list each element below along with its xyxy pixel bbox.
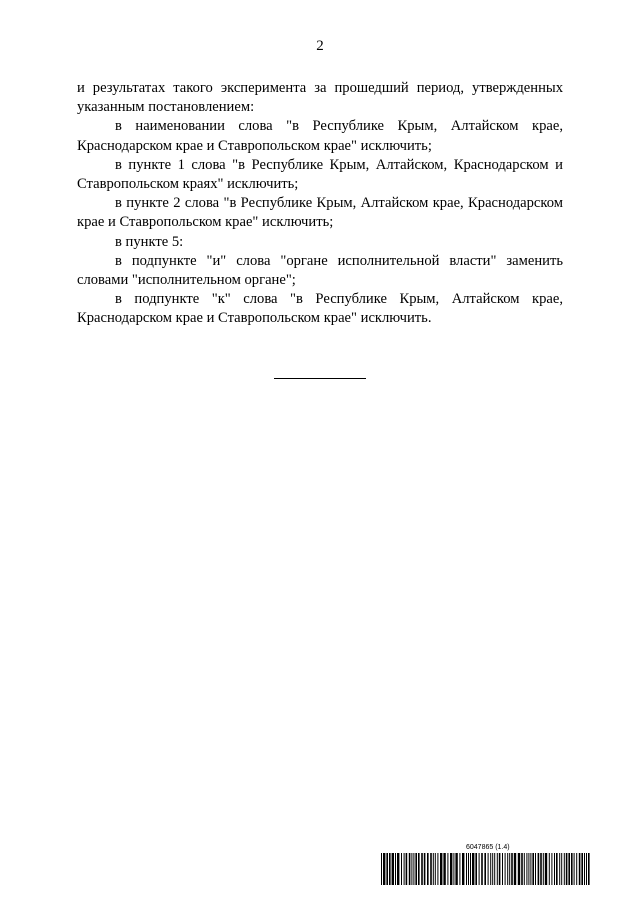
barcode-bar xyxy=(433,853,434,885)
barcode-bar xyxy=(505,853,506,885)
barcode-bar xyxy=(470,853,471,885)
barcode-bar xyxy=(490,853,491,885)
paragraph: и результатах такого эксперимента за прошедший период, утвержденных указанным постановлением: xyxy=(77,80,563,116)
barcode-bar xyxy=(479,853,480,885)
barcode-bar xyxy=(475,853,477,885)
barcode-bar xyxy=(554,853,555,885)
barcode-bar xyxy=(406,853,408,885)
barcode-bar xyxy=(584,853,585,885)
barcode-bar xyxy=(389,853,391,885)
document-body xyxy=(77,79,563,329)
barcode-bar xyxy=(440,853,442,885)
barcode-bar xyxy=(435,853,436,885)
barcode-bar xyxy=(524,853,525,885)
barcode-bar xyxy=(528,853,529,885)
barcode-bar xyxy=(411,853,412,885)
barcode-bar xyxy=(545,853,547,885)
barcode-bar xyxy=(488,853,489,885)
paragraph: в пункте 5: xyxy=(115,233,184,250)
barcode-bar xyxy=(566,853,568,885)
barcode-bar xyxy=(532,853,534,885)
barcode-bar xyxy=(392,853,394,885)
barcode-bar xyxy=(561,853,562,885)
barcode-bar xyxy=(581,853,583,885)
barcode-bar xyxy=(455,853,457,885)
barcode-bar xyxy=(459,853,460,885)
barcode-bar xyxy=(549,853,550,885)
barcode-bar xyxy=(564,853,565,885)
barcode-bar xyxy=(586,853,587,885)
barcode-bar xyxy=(395,853,396,885)
barcode-bar xyxy=(576,853,577,885)
barcode-bar xyxy=(571,853,573,885)
barcode-icon xyxy=(380,853,592,885)
barcode-bar xyxy=(447,853,448,885)
barcode-bar xyxy=(497,853,498,885)
barcode-bar xyxy=(404,853,405,885)
paragraph: в пункте 1 слова "в Республике Крым, Алтайском, Краснодарском и Ставропольском краях" исключить; xyxy=(77,156,563,193)
barcode-bar xyxy=(418,853,420,885)
paragraph: в подпункте "к" слова "в Республике Крым, Алтайском крае, Краснодарском крае и Ставропольском крае" исключить. xyxy=(77,291,563,327)
barcode-bar xyxy=(559,853,560,885)
barcode-bar xyxy=(466,853,467,885)
barcode-bar xyxy=(518,853,520,885)
barcode-bar xyxy=(381,853,382,885)
barcode-bar xyxy=(397,853,399,885)
barcode-bar xyxy=(499,853,501,885)
barcode-bar xyxy=(494,853,495,885)
barcode-bar xyxy=(543,853,544,885)
barcode-caption: 6047865 (1.4) xyxy=(466,844,510,851)
barcode-bar xyxy=(386,853,388,885)
barcode-bar xyxy=(383,853,385,885)
barcode-bar xyxy=(453,853,454,885)
barcode-bar xyxy=(481,853,483,885)
separator-line xyxy=(274,378,366,379)
barcode-bar xyxy=(409,853,411,885)
barcode-bar xyxy=(413,853,414,885)
barcode-bar xyxy=(437,853,438,885)
paragraph: в наименовании слова "в Республике Крым, Алтайском крае, Краснодарском крае и Ставропольском крае" исключить; xyxy=(77,118,563,154)
barcode-bar xyxy=(535,853,536,885)
paragraph: в пункте 2 слова "в Республике Крым, Алтайском крае, Краснодарском крае и Ставропольском крае" исключить; xyxy=(77,195,563,231)
barcode-bar xyxy=(551,853,552,885)
barcode-bar xyxy=(450,853,452,885)
barcode-bar xyxy=(579,853,581,885)
barcode-bar xyxy=(509,853,510,885)
page-number: 2 xyxy=(316,38,324,54)
barcode-bar xyxy=(540,853,542,885)
barcode-bar xyxy=(574,853,575,885)
barcode-bar xyxy=(427,853,429,885)
barcode-bar xyxy=(521,853,523,885)
barcode-bar xyxy=(462,853,464,885)
barcode-bar xyxy=(514,853,516,885)
barcode-bar xyxy=(538,853,540,885)
barcode-bar xyxy=(430,853,432,885)
barcode-bar xyxy=(421,853,423,885)
barcode-bar xyxy=(401,853,402,885)
barcode-bar xyxy=(472,853,474,885)
barcode-bar xyxy=(502,853,503,885)
barcode-bar xyxy=(526,853,527,885)
barcode-bar xyxy=(468,853,469,885)
barcode-bar xyxy=(568,853,570,885)
paragraph: в подпункте "и" слова "органе исполнительной власти" заменить словами "исполнительном органе"; xyxy=(77,252,563,289)
barcode-bar xyxy=(443,853,445,885)
barcode-bar xyxy=(507,853,508,885)
barcode-bar xyxy=(556,853,558,885)
barcode-bar xyxy=(530,853,531,885)
barcode-bar xyxy=(588,853,590,885)
barcode-bar xyxy=(511,853,513,885)
barcode-bar xyxy=(492,853,493,885)
barcode-bar xyxy=(415,853,417,885)
barcode-bar xyxy=(424,853,426,885)
barcode-bar xyxy=(484,853,486,885)
barcode-block xyxy=(380,844,592,888)
